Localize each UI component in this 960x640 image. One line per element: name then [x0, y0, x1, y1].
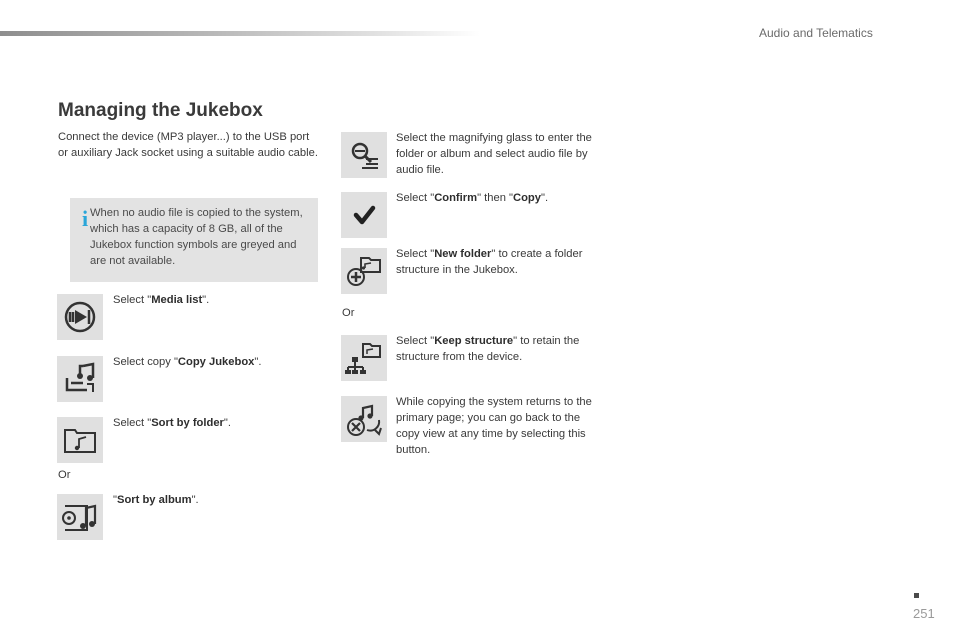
left-item-text: Select "Sort by folder".	[113, 417, 232, 429]
or-separator: Or	[342, 307, 355, 319]
or-separator: Or	[58, 469, 71, 481]
sort-by-album-icon	[57, 494, 103, 540]
magnifying-glass-list-icon	[341, 132, 387, 178]
media-list-icon	[57, 294, 103, 340]
sort-by-folder-icon	[57, 417, 103, 463]
page-title: Managing the Jukebox	[58, 100, 263, 121]
intro-paragraph: Connect the device (MP3 player...) to the USB port or auxiliary Jack socket using a suitable audio cable.	[58, 131, 318, 159]
right-item-text: While copying the system returns to the primary page; you can go back to the copy view at any time by selecting this button.	[396, 396, 592, 456]
right-item-text: Select "New folder" to create a folder structure in the Jukebox.	[396, 248, 583, 276]
info-text: When no audio file is copied to the system, which has a capacity of 8 GB, all of the Jukebox function symbols are greyed and are not available.	[90, 207, 303, 267]
copy-jukebox-icon	[57, 356, 103, 402]
copy-progress-icon	[341, 396, 387, 442]
new-folder-icon	[341, 248, 387, 294]
right-item-text: Select "Confirm" then "Copy".	[396, 192, 549, 204]
checkmark-icon	[341, 192, 387, 238]
section-title: Audio and Telematics	[759, 26, 873, 40]
page-number: 251	[913, 606, 935, 621]
right-item-text: Select "Keep structure" to retain the structure from the device.	[396, 335, 580, 363]
info-box	[70, 198, 318, 282]
header-gradient-bar	[0, 31, 480, 36]
right-item-text: Select the magnifying glass to enter the folder or album and select audio file by audio file.	[396, 132, 592, 176]
left-item-text: "Sort by album".	[113, 494, 199, 506]
left-item-text: Select "Media list".	[113, 294, 210, 306]
info-icon: i	[82, 206, 89, 231]
keep-structure-icon	[341, 335, 387, 381]
page-marker	[914, 593, 919, 598]
left-item-text: Select copy "Copy Jukebox".	[113, 356, 262, 368]
